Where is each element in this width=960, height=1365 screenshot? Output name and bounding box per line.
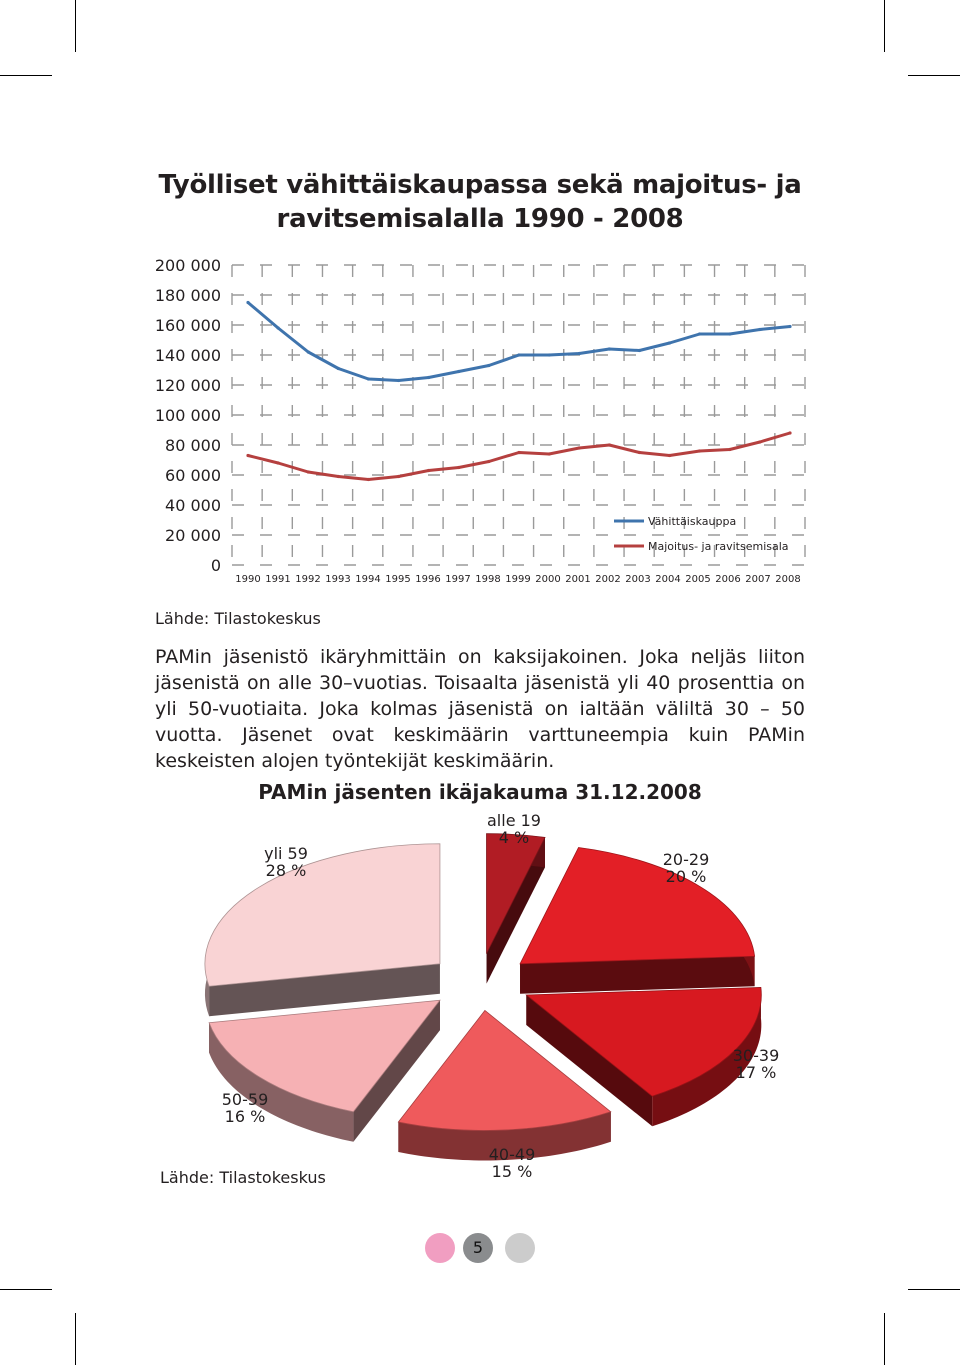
pie-label-text: 40-49 bbox=[488, 1145, 536, 1164]
x-tick-label: 2004 bbox=[655, 574, 681, 585]
x-tick-label: 2000 bbox=[535, 574, 561, 585]
pie-label-text: alle 19 bbox=[487, 811, 541, 830]
x-tick-label: 2006 bbox=[715, 574, 741, 585]
line-chart-title-line-1: Työlliset vähittäiskaupassa sekä majoitus- ja bbox=[158, 170, 802, 200]
x-tick-label: 1990 bbox=[235, 574, 261, 585]
decorative-dot-pink bbox=[425, 1233, 455, 1263]
pie-label-text: 30-39 bbox=[732, 1046, 780, 1065]
y-tick-label: 40 000 bbox=[165, 496, 221, 515]
pie-label-text: 20-29 bbox=[662, 850, 710, 869]
pie-label-50-59 bbox=[207, 1091, 283, 1125]
pie-label-yli-59 bbox=[248, 845, 324, 879]
pie-label-20-29 bbox=[648, 851, 724, 885]
y-tick-label: 80 000 bbox=[165, 436, 221, 455]
x-tick-label: 2001 bbox=[565, 574, 591, 585]
x-tick-label: 1991 bbox=[265, 574, 291, 585]
body-paragraph: PAMin jäsenistö ikäryhmittäin on kaksijakoinen. Joka neljäs liiton jäsenistä on alle 30–vuotias. Toisaalta jäsenistä yli 40 prosenttia on yli 50-vuotiaita. Joka kolmas jäsenistä on ialtään väliltä 30 – 50 vuotta. Jäsenet ovat keskimäärin varttuneempia kuin PAMin keskeisten alojen työntekijät keskimäärin. bbox=[155, 646, 805, 772]
y-tick-label: 20 000 bbox=[165, 526, 221, 545]
pie-label-alle-19 bbox=[476, 812, 552, 846]
pie-label-text: yli 59 bbox=[264, 844, 308, 863]
decorative-dot-grey bbox=[505, 1233, 535, 1263]
pie-label-value: 20 % bbox=[665, 867, 707, 886]
x-tick-label: 1992 bbox=[295, 574, 321, 585]
page-number: 5 bbox=[463, 1233, 493, 1263]
pie-label-text: 50-59 bbox=[221, 1090, 269, 1109]
line-chart-title-line-2: ravitsemisalalla 1990 - 2008 bbox=[276, 204, 684, 234]
y-tick-label: 120 000 bbox=[154, 376, 221, 395]
x-tick-label: 1996 bbox=[415, 574, 441, 585]
y-tick-label: 180 000 bbox=[154, 286, 221, 305]
x-tick-label: 2003 bbox=[625, 574, 651, 585]
x-tick-label: 2005 bbox=[685, 574, 711, 585]
x-tick-label: 1998 bbox=[475, 574, 501, 585]
y-tick-label: 140 000 bbox=[154, 346, 221, 365]
y-tick-label: 60 000 bbox=[165, 466, 221, 485]
x-tick-label: 1999 bbox=[505, 574, 531, 585]
pie-label-40-49 bbox=[474, 1146, 550, 1180]
x-tick-label: 2008 bbox=[775, 574, 801, 585]
pie-label-value: 28 % bbox=[265, 861, 307, 880]
legend-label: Majoitus- ja ravitsemisala bbox=[648, 540, 789, 553]
x-tick-label: 1994 bbox=[355, 574, 381, 585]
x-tick-label: 2007 bbox=[745, 574, 771, 585]
y-tick-label: 200 000 bbox=[154, 256, 221, 275]
source-note-2: Lähde: Tilastokeskus bbox=[160, 1168, 326, 1187]
pie-label-value: 15 % bbox=[491, 1162, 533, 1181]
legend-label: Vähittäiskauppa bbox=[648, 515, 737, 528]
pie-label-value: 17 % bbox=[735, 1063, 777, 1082]
pie-label-value: 16 % bbox=[224, 1107, 266, 1126]
x-tick-label: 2002 bbox=[595, 574, 621, 585]
x-tick-label: 1993 bbox=[325, 574, 351, 585]
source-note-1: Lähde: Tilastokeskus bbox=[155, 609, 321, 628]
y-tick-label: 0 bbox=[210, 556, 221, 575]
y-tick-label: 100 000 bbox=[154, 406, 221, 425]
x-tick-label: 1997 bbox=[445, 574, 471, 585]
y-tick-label: 160 000 bbox=[154, 316, 221, 335]
pie-chart-title: PAMin jäsenten ikäjakauma 31.12.2008 bbox=[258, 780, 702, 804]
pie-label-30-39 bbox=[718, 1047, 794, 1081]
x-tick-label: 1995 bbox=[385, 574, 411, 585]
pie-label-value: 4 % bbox=[498, 828, 530, 847]
